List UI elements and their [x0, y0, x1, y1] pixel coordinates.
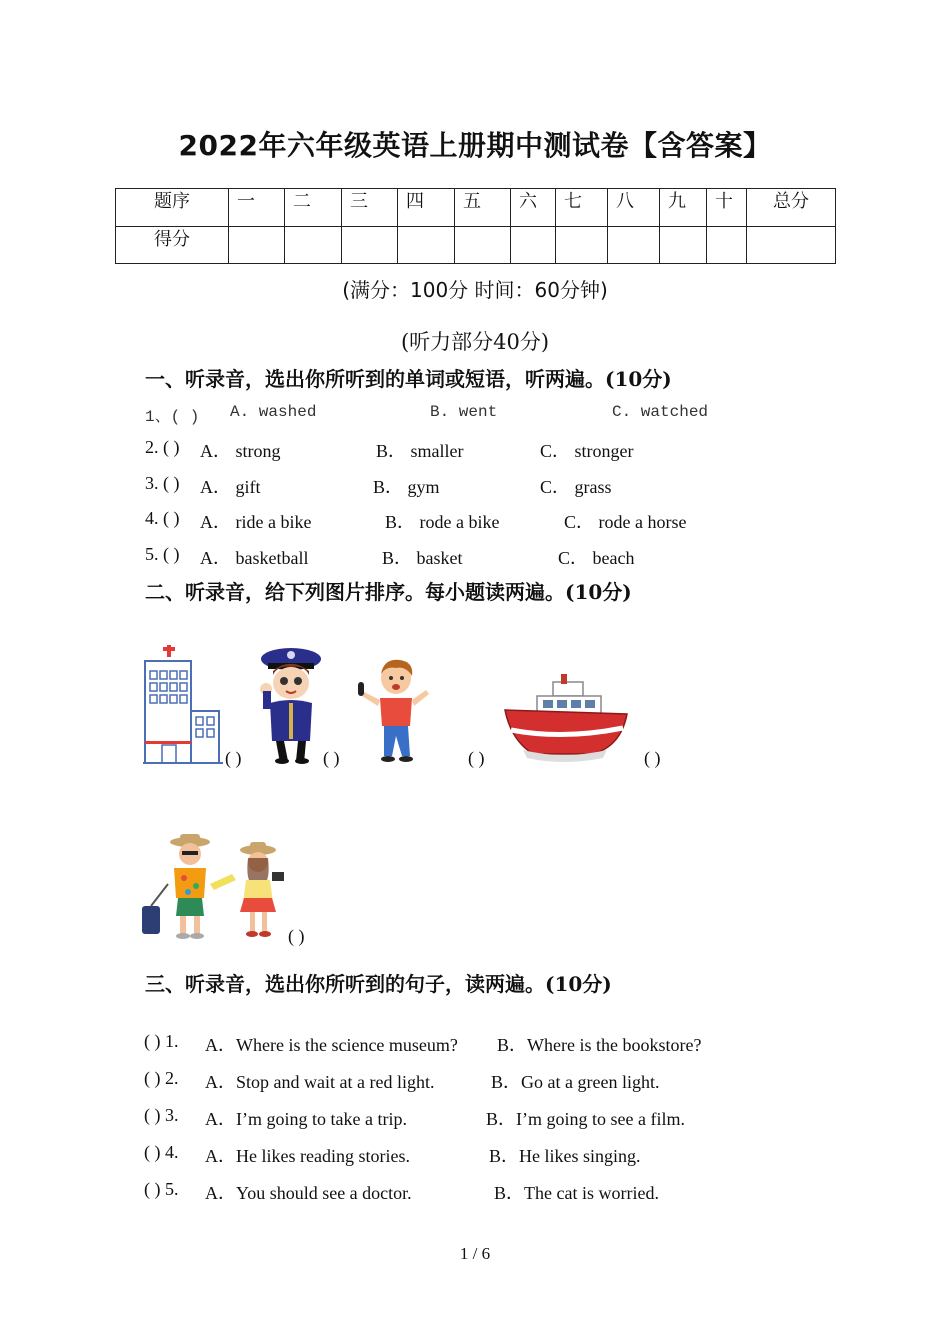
score-cell[interactable]	[511, 226, 556, 264]
option-a: A．Stop and wait at a red light.	[205, 1072, 435, 1092]
score-cell[interactable]	[229, 226, 285, 264]
question-number: 1、( )	[145, 408, 200, 426]
ship-icon	[503, 670, 633, 766]
option-b: B．I’m going to see a film.	[486, 1109, 685, 1129]
option-b: B. went	[430, 403, 498, 421]
option-b: B．Where is the bookstore?	[497, 1035, 702, 1055]
score-table-header: 三	[342, 189, 398, 227]
score-table-header: 五	[455, 189, 511, 227]
option-a: A．You should see a doctor.	[205, 1183, 412, 1203]
question-number: ( ) 4.	[144, 1142, 179, 1162]
score-table-header: 七	[556, 189, 608, 227]
option-b: B．Go at a green light.	[491, 1072, 660, 1092]
question-number: ( ) 2.	[144, 1068, 179, 1088]
section3-heading: 三、听录音，选出你所听到的句子，读两遍。(10分)	[145, 972, 612, 996]
option-a: A． strong	[200, 441, 281, 461]
page-number: 1 / 6	[459, 1244, 491, 1263]
score-table-header: 十	[707, 189, 747, 227]
score-table-header: 八	[608, 189, 660, 227]
score-table-header-row	[116, 189, 836, 227]
option-a: A． gift	[200, 477, 261, 497]
answer-blank[interactable]: ( )	[288, 926, 305, 946]
hospital-icon	[143, 645, 223, 765]
score-table	[115, 188, 836, 264]
option-b: B． rode a bike	[385, 512, 500, 532]
answer-blank[interactable]: ( )	[468, 748, 485, 768]
score-cell[interactable]	[556, 226, 608, 264]
listening-part-heading: (听力部分40分)	[400, 330, 550, 354]
option-a: A．I’m going to take a trip.	[205, 1109, 407, 1129]
score-row-label: 得分	[116, 226, 229, 264]
question-number: ( ) 5.	[144, 1179, 179, 1199]
full-marks-note: (满分：100分 时间：60分钟)	[342, 278, 608, 302]
score-cell[interactable]	[398, 226, 455, 264]
section2-heading: 二、听录音，给下列图片排序。每小题读两遍。(10分)	[145, 580, 632, 604]
question-number: 4. ( )	[145, 508, 180, 528]
option-b: B．He likes singing.	[489, 1146, 641, 1166]
score-cell[interactable]	[608, 226, 660, 264]
answer-blank[interactable]: ( )	[225, 748, 242, 768]
option-b: B． smaller	[376, 441, 464, 461]
option-c: C． stronger	[540, 441, 634, 461]
option-a: A． ride a bike	[200, 512, 312, 532]
score-table-header: 题序	[116, 189, 229, 227]
answer-blank[interactable]: ( )	[644, 748, 661, 768]
score-cell[interactable]	[285, 226, 342, 264]
score-cell[interactable]	[342, 226, 398, 264]
score-cell[interactable]	[747, 226, 836, 264]
score-table-header: 一	[229, 189, 285, 227]
singing-boy-icon	[356, 656, 432, 764]
option-c: C． beach	[558, 548, 635, 568]
option-b: B． basket	[382, 548, 463, 568]
option-c: C. watched	[612, 403, 709, 421]
score-table-header: 六	[511, 189, 556, 227]
score-table-header: 总分	[747, 189, 836, 227]
option-c: C． rode a horse	[564, 512, 687, 532]
score-table-header: 四	[398, 189, 455, 227]
police-officer-icon	[258, 645, 324, 765]
score-cell[interactable]	[660, 226, 707, 264]
score-table-header: 九	[660, 189, 707, 227]
question-number: 5. ( )	[145, 544, 180, 564]
option-a: A．Where is the science museum?	[205, 1035, 458, 1055]
option-a: A. washed	[230, 403, 317, 421]
page-title: 2022年六年级英语上册期中测试卷【含答案】	[178, 129, 772, 162]
section1-heading: 一、听录音，选出你所听到的单词或短语，听两遍。(10分)	[145, 367, 672, 391]
travelers-icon	[140, 832, 290, 942]
question-number: ( ) 3.	[144, 1105, 179, 1125]
score-table-score-row	[116, 226, 836, 264]
score-table-header: 二	[285, 189, 342, 227]
option-a: A． basketball	[200, 548, 309, 568]
score-cell[interactable]	[455, 226, 511, 264]
option-b: B．The cat is worried.	[494, 1183, 659, 1203]
option-c: C． grass	[540, 477, 612, 497]
question-number: 2. ( )	[145, 437, 180, 457]
option-a: A．He likes reading stories.	[205, 1146, 410, 1166]
answer-blank[interactable]: ( )	[323, 748, 340, 768]
question-number: 3. ( )	[145, 473, 180, 493]
question-number: ( ) 1.	[144, 1031, 179, 1051]
score-cell[interactable]	[707, 226, 747, 264]
option-b: B． gym	[373, 477, 440, 497]
